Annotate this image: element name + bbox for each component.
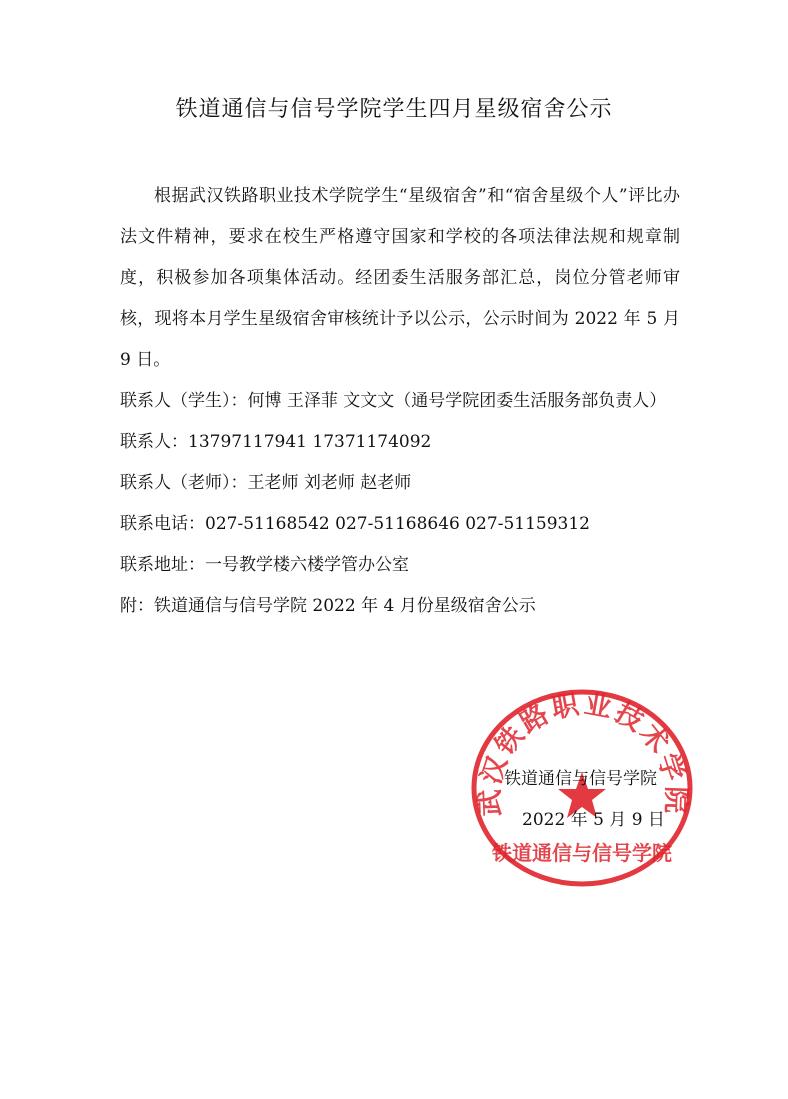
teacher-contacts: 联系人（老师）：王老师 刘老师 赵老师 <box>120 473 412 493</box>
document-body <box>120 176 680 627</box>
signature-organization: 铁道通信与信号学院 <box>504 769 657 789</box>
student-contacts: 联系人（学生）：何博 王泽菲 文文文（通号学院团委生活服务部负责人） <box>120 391 667 411</box>
document-title: 铁道通信与信号学院学生四月星级宿舍公示 <box>175 97 613 122</box>
contact-telephone: 联系电话：027-51168542 027-51168646 027-51159312 <box>120 514 590 534</box>
seal-arc-text: 武汉铁路职业技术学院 <box>474 688 692 817</box>
attachment-note: 附：铁道通信与信号学院 2022 年 4 月份星级宿舍公示 <box>120 596 536 616</box>
contact-address: 联系地址：一号教学楼六楼学管办公室 <box>120 555 409 575</box>
signature-date: 2022 年 5 月 9 日 <box>522 810 665 830</box>
main-paragraph: 根据武汉铁路职业技术学院学生“星级宿舍”和“宿舍星级个人”评比办法文件精神，要求在校生严格遵守国家和学校的各项法律法规和规章制度，积极参加各项集体活动。经团委生活服务部汇总，岗位分管老师审核，现将本月学生星级宿舍审核统计予以公示，公示时间为 2022 年 5 月 9 日。 <box>120 186 680 370</box>
seal-bottom-text: 铁道通信与信号学院 <box>492 841 672 865</box>
contact-phones: 联系人：13797117941 17371174092 <box>120 432 432 452</box>
